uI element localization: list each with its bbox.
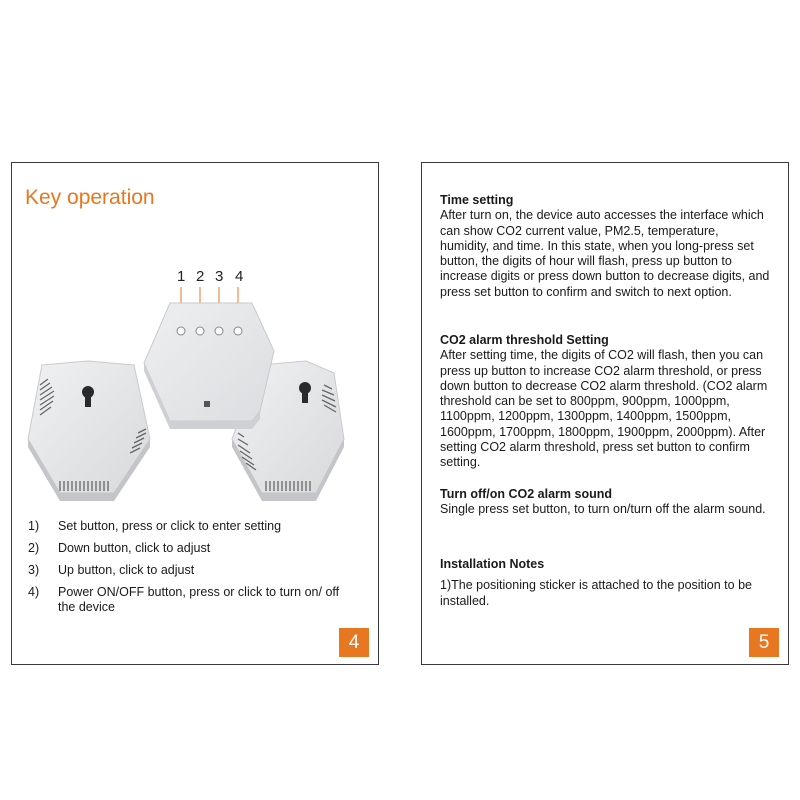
list-item-text: Up button, click to adjust	[58, 563, 195, 577]
set-button-icon	[177, 327, 185, 335]
down-button-icon	[196, 327, 204, 335]
list-item	[28, 519, 358, 534]
list-item	[28, 541, 358, 556]
left-module	[28, 361, 150, 501]
list-item-number: 1)	[28, 519, 40, 533]
list-item-text: Down button, click to adjust	[58, 541, 211, 555]
section-time-setting	[440, 193, 770, 300]
section-co2-threshold	[440, 333, 770, 471]
button-description-list	[28, 519, 358, 622]
button-number-2: 2	[196, 268, 205, 285]
power-button-icon	[234, 327, 242, 335]
section-heading: CO2 alarm threshold Setting	[440, 333, 609, 347]
center-module	[144, 303, 274, 429]
device-illustration	[26, 261, 346, 506]
button-number-1: 1	[177, 268, 186, 285]
manual-page-left	[11, 162, 379, 665]
page-number-badge: 4	[339, 628, 369, 657]
section-body: After setting time, the digits of CO2 will flash, then you can press up button to increase CO2 alarm threshold, or press down button to decrease CO2 alarm threshold. (CO2 alarm threshold can be set to 800ppm, 900ppm, 1000ppm, 1100ppm, 1200ppm, 1300ppm, 1400ppm, 1500ppm, 1600ppm, 1700ppm, 1800ppm, 1900ppm, 2000ppm). After setting CO2 alarm threshold, press set button to confirm setting.	[440, 348, 768, 470]
button-number-3: 3	[215, 268, 224, 285]
button-number-4: 4	[235, 268, 244, 285]
list-item-number: 2)	[28, 541, 40, 555]
up-button-icon	[215, 327, 223, 335]
page-title: Key operation	[25, 186, 155, 209]
list-item-text: Power ON/OFF button, press or click to turn on/ off the device	[58, 585, 340, 614]
section-body: Single press set button, to turn on/turn off the alarm sound.	[440, 502, 766, 517]
section-heading: Turn off/on CO2 alarm sound	[440, 487, 612, 501]
list-item	[28, 585, 358, 615]
section-heading: Installation Notes	[440, 557, 545, 571]
section-alarm-sound	[440, 487, 770, 518]
page-number-badge: 5	[749, 628, 779, 657]
list-item	[28, 563, 358, 578]
section-body: 1)The positioning sticker is attached to the position to be installed.	[440, 578, 752, 608]
list-item-number: 3)	[28, 563, 40, 577]
list-item-text: Set button, press or click to enter setting	[58, 519, 282, 533]
section-heading: Time setting	[440, 193, 514, 207]
section-body: After turn on, the device auto accesses the interface which can show CO2 current value, PM2.5, temperature, humidity, and time. In this state, when you long-press set button, the digits of hour will flash, press up button to increase digits or press down button to decrease digits, and press set button to confirm and switch to next option.	[440, 208, 770, 299]
device-svg	[26, 261, 346, 506]
list-item-number: 4)	[28, 585, 40, 599]
section-installation-notes	[440, 557, 770, 609]
manual-page-right	[421, 162, 789, 665]
